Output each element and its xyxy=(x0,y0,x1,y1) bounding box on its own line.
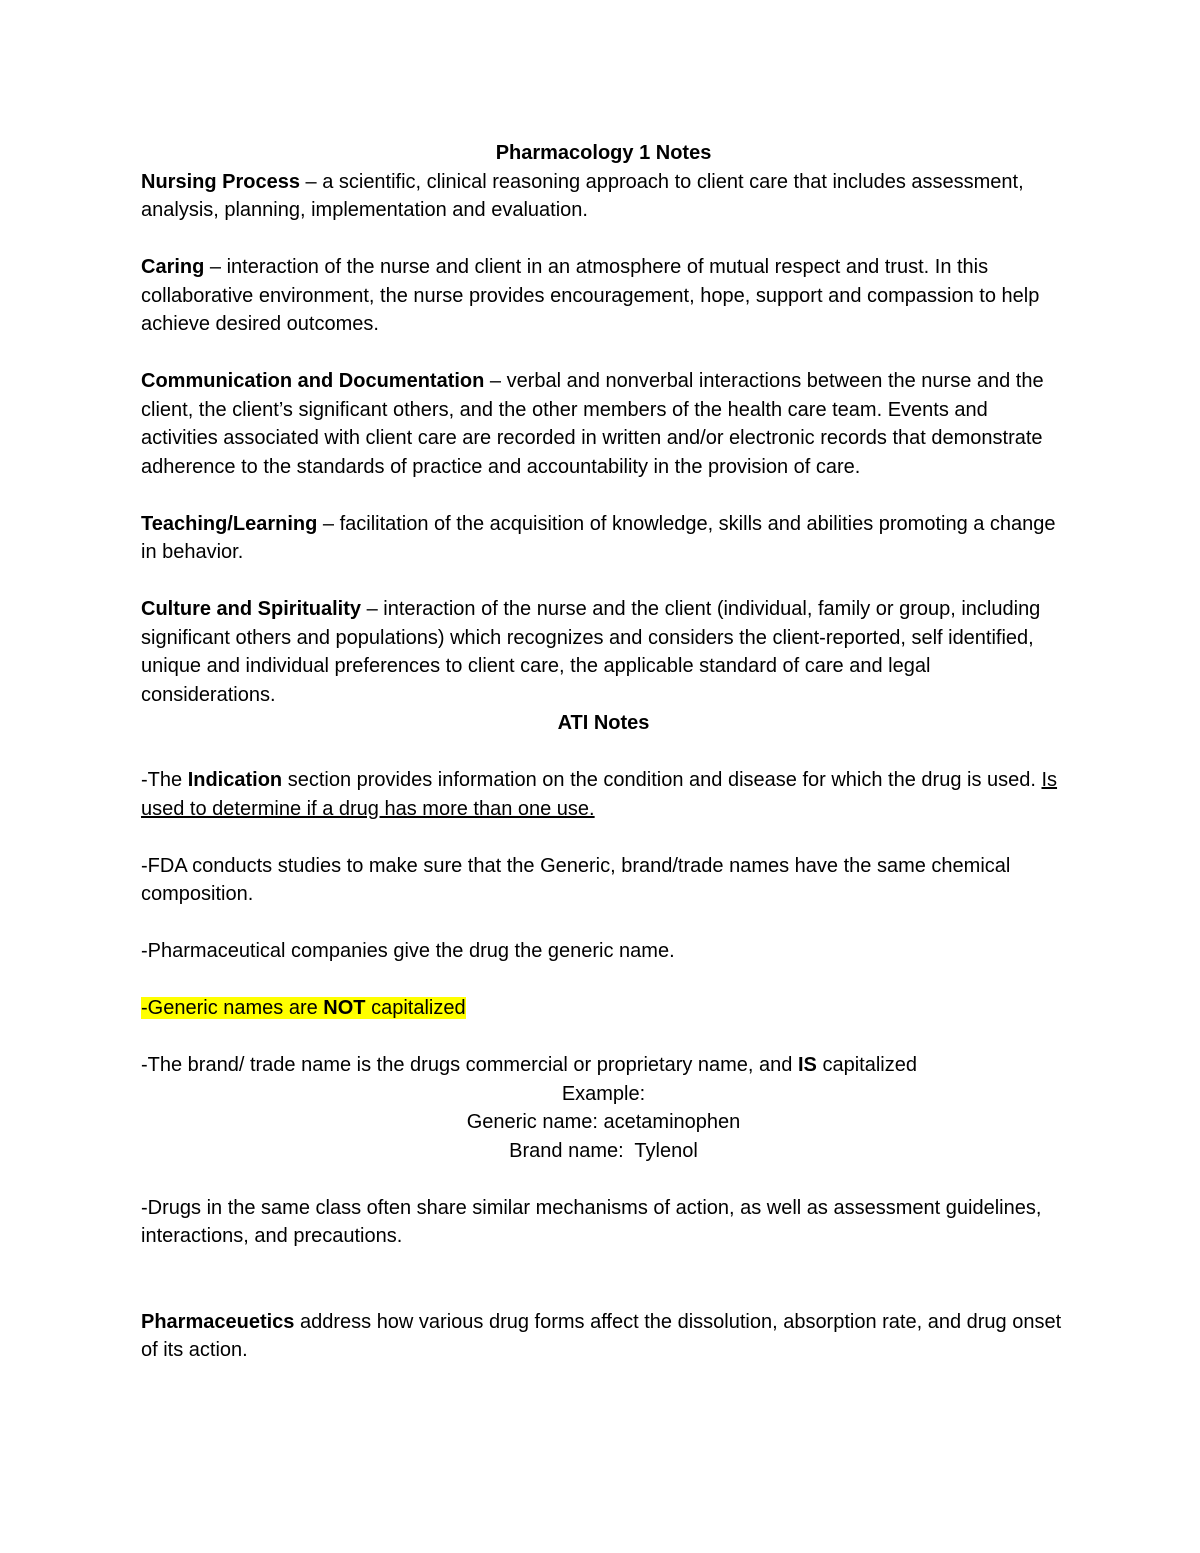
note-text: -The brand/ trade name is the drugs commercial or proprietary name, and xyxy=(141,1054,798,1076)
definition-text: – verbal and nonverbal interactions between the nurse and the client, the client’s significant others, and the other members of the health care team. Events and activities associated with client care are recorded in written and/or electronic records that demonstrate adherence to the standards of practice and accountability in the provision of care. xyxy=(141,370,1044,478)
term: Nursing Process xyxy=(141,170,300,193)
definition-text: – facilitation of the acquisition of knowledge, skills and abilities promoting a change in behavior. xyxy=(141,512,1056,563)
term: Communication and Documentation xyxy=(141,370,485,392)
definition-text: – interaction of the nurse and the client (individual, family or group, including significant others and populations) which recognizes and considers the client-reported, self identified, unique and individual preferences to client care, the applicable standard of care and legal considerations. xyxy=(141,598,1041,706)
example-label: Example: xyxy=(561,1082,646,1105)
definition-teaching-learning xyxy=(141,510,1066,567)
note-bold: NOT xyxy=(323,997,366,1019)
note-text: capitalized xyxy=(816,1054,917,1076)
ati-note-generic-caps xyxy=(141,994,1066,1023)
ati-note-drug-class: -Drugs in the same class often share similar mechanisms of action, as well as assessment guidelines, interactions, and precautions. xyxy=(141,1196,1042,1247)
note-text: capitalized xyxy=(365,997,466,1019)
term: Culture and Spirituality xyxy=(141,598,362,620)
note-text: -The xyxy=(141,769,188,791)
page-title: Pharmacology 1 Notes xyxy=(495,142,712,164)
term: Caring xyxy=(141,256,205,278)
definition-communication-documentation xyxy=(141,367,1066,481)
definition-caring xyxy=(141,253,1066,339)
ati-note-pharmaceutics xyxy=(141,1308,1066,1365)
term: Teaching/Learning xyxy=(141,512,318,535)
example-generic: Generic name: acetaminophen xyxy=(466,1111,741,1133)
definition-culture-spirituality xyxy=(141,595,1066,709)
note-underlined: Is used to determine if a drug has more than one use. xyxy=(141,769,1058,820)
note-bold: Indication xyxy=(187,769,283,791)
definition-text: – interaction of the nurse and client in an atmosphere of mutual respect and trust. In this collaborative environment, the nurse provides encouragement, hope, support and compassion to help achieve desired outcomes. xyxy=(141,256,1040,335)
definition-text: – a scientific, clinical reasoning approach to client care that includes assessment, analysis, planning, implementation and evaluation. xyxy=(141,170,1024,221)
highlighted-note xyxy=(141,997,466,1019)
ati-note-brand xyxy=(141,1051,1066,1080)
note-text: -Generic names are xyxy=(141,997,324,1019)
ati-notes-heading: ATI Notes xyxy=(557,712,650,734)
note-text: address how various drug forms affect the dissolution, absorption rate, and drug onset of its action. xyxy=(141,1310,1062,1361)
ati-note-fda: -FDA conducts studies to make sure that the Generic, brand/trade names have the same chemical composition. xyxy=(141,854,1011,905)
document-body xyxy=(141,139,1066,1365)
ati-note-pharma-companies: -Pharmaceutical companies give the drug the generic name. xyxy=(141,940,675,962)
note-text: section provides information on the condition and disease for which the drug is used. xyxy=(282,769,1042,791)
note-bold: IS xyxy=(797,1054,817,1076)
ati-note-indication xyxy=(141,766,1066,823)
note-bold: Pharmaceuetics xyxy=(141,1310,295,1333)
example-brand: Brand name: Tylenol xyxy=(509,1139,698,1162)
definition-nursing-process xyxy=(141,168,1066,225)
